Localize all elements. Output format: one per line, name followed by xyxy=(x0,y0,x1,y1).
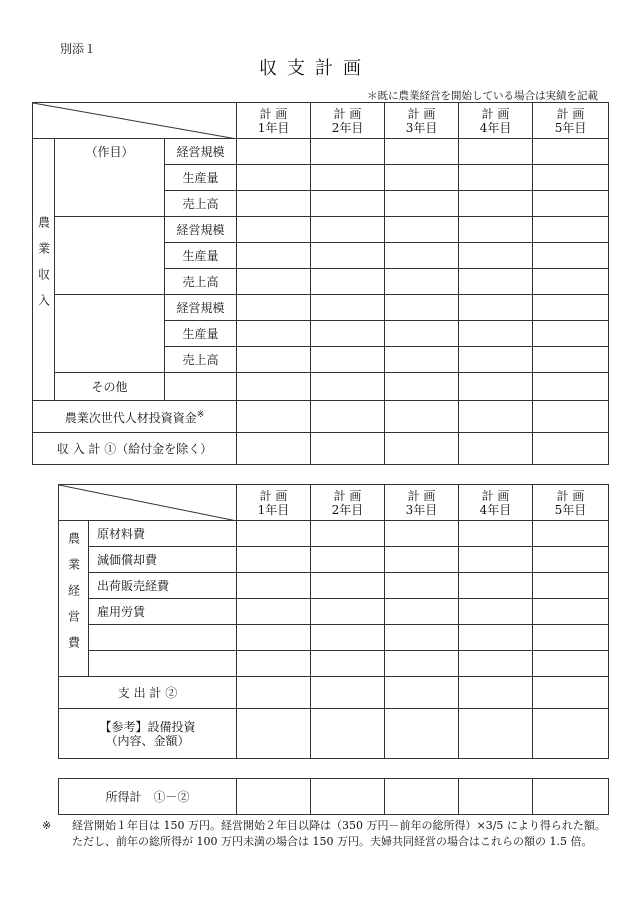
expense-item-blank[interactable] xyxy=(89,651,237,677)
value-cell[interactable] xyxy=(311,191,385,217)
value-cell[interactable] xyxy=(533,165,609,191)
value-cell[interactable] xyxy=(533,269,609,295)
value-cell[interactable] xyxy=(385,295,459,321)
value-cell[interactable] xyxy=(237,217,311,243)
value-cell[interactable] xyxy=(385,401,459,433)
value-cell[interactable] xyxy=(533,599,609,625)
value-cell[interactable] xyxy=(459,433,533,465)
grant-label: 農業次世代人材投資資金※ xyxy=(33,401,237,433)
value-cell[interactable] xyxy=(237,573,311,599)
year-header-4: 計 画 4年目 xyxy=(459,485,533,521)
value-cell[interactable] xyxy=(311,521,385,547)
reference-investment-label: 【参考】設備投資 （内容、金額） xyxy=(59,709,237,759)
value-cell[interactable] xyxy=(311,269,385,295)
value-cell[interactable] xyxy=(533,547,609,573)
row-label-scale: 経営規模 xyxy=(165,217,237,243)
year-header-5: 計 画 5年目 xyxy=(533,485,609,521)
value-cell[interactable] xyxy=(311,295,385,321)
year-header-1: 計 画 1年目 xyxy=(237,103,311,139)
value-cell[interactable] xyxy=(385,217,459,243)
diagonal-corner-cell xyxy=(59,485,237,521)
value-cell[interactable] xyxy=(459,347,533,373)
expense-total-label: 支 出 計 ② xyxy=(59,677,237,709)
crop-cell-3[interactable] xyxy=(55,295,165,373)
expense-item-shipping: 出荷販売経費 xyxy=(89,573,237,599)
diagonal-line xyxy=(59,485,237,521)
value-cell[interactable] xyxy=(533,779,609,815)
value-cell[interactable] xyxy=(533,401,609,433)
year-header-2: 計 画 2年目 xyxy=(311,103,385,139)
value-cell[interactable] xyxy=(533,217,609,243)
value-cell[interactable] xyxy=(311,599,385,625)
value-cell[interactable] xyxy=(533,709,609,759)
value-cell[interactable] xyxy=(237,599,311,625)
diagonal-corner-cell xyxy=(33,103,237,139)
attachment-label: 別添１ xyxy=(60,42,97,56)
value-cell[interactable] xyxy=(311,373,385,401)
value-cell[interactable] xyxy=(311,677,385,709)
income-table xyxy=(32,102,609,465)
crop-cell-2[interactable] xyxy=(55,217,165,295)
value-cell[interactable] xyxy=(533,373,609,401)
value-cell[interactable] xyxy=(533,295,609,321)
value-cell[interactable] xyxy=(237,295,311,321)
value-cell[interactable] xyxy=(237,191,311,217)
value-cell[interactable] xyxy=(311,779,385,815)
value-cell[interactable] xyxy=(385,547,459,573)
value-cell[interactable] xyxy=(311,401,385,433)
value-cell[interactable] xyxy=(459,599,533,625)
other-sub-cell[interactable] xyxy=(165,373,237,401)
value-cell[interactable] xyxy=(385,191,459,217)
page-title: 収支計画 xyxy=(259,58,371,79)
value-cell[interactable] xyxy=(459,373,533,401)
value-cell[interactable] xyxy=(459,191,533,217)
value-cell[interactable] xyxy=(385,677,459,709)
value-cell[interactable] xyxy=(237,625,311,651)
value-cell[interactable] xyxy=(533,433,609,465)
footnote-text: 経営開始１年目は 150 万円。経営開始２年目以降は（350 万円－前年の総所得）×3/5 により得られた額。ただし、前年の総所得が 100 万円未満の場合は 150 万円。夫婦共同経営の場合はこれらの額の 1.5 倍。 xyxy=(72,819,606,848)
value-cell[interactable] xyxy=(311,165,385,191)
year-header-2: 計 画 2年目 xyxy=(311,485,385,521)
row-label-production: 生産量 xyxy=(165,165,237,191)
value-cell[interactable] xyxy=(385,651,459,677)
value-cell[interactable] xyxy=(385,573,459,599)
value-cell[interactable] xyxy=(533,243,609,269)
value-cell[interactable] xyxy=(385,599,459,625)
value-cell[interactable] xyxy=(459,165,533,191)
value-cell[interactable] xyxy=(237,321,311,347)
year-header-3: 計 画 3年目 xyxy=(385,103,459,139)
value-cell[interactable] xyxy=(533,347,609,373)
footnote-mark: ※ xyxy=(42,819,52,832)
year-header-4: 計 画 4年目 xyxy=(459,103,533,139)
row-label-scale: 経営規模 xyxy=(165,139,237,165)
footnote xyxy=(42,818,608,850)
value-cell[interactable] xyxy=(459,625,533,651)
row-label-sales: 売上高 xyxy=(165,269,237,295)
value-cell[interactable] xyxy=(237,521,311,547)
value-cell[interactable] xyxy=(385,139,459,165)
value-cell[interactable] xyxy=(311,243,385,269)
diagonal-line xyxy=(33,103,237,139)
value-cell[interactable] xyxy=(459,677,533,709)
value-cell[interactable] xyxy=(385,373,459,401)
value-cell[interactable] xyxy=(237,651,311,677)
value-cell[interactable] xyxy=(533,677,609,709)
row-label-production: 生産量 xyxy=(165,321,237,347)
value-cell[interactable] xyxy=(311,709,385,759)
expense-item-blank[interactable] xyxy=(89,625,237,651)
value-cell[interactable] xyxy=(533,139,609,165)
value-cell[interactable] xyxy=(385,243,459,269)
value-cell[interactable] xyxy=(459,295,533,321)
value-cell[interactable] xyxy=(385,779,459,815)
value-cell[interactable] xyxy=(385,321,459,347)
crop-cell-1[interactable]: （作目） xyxy=(55,139,165,217)
value-cell[interactable] xyxy=(311,547,385,573)
year-header-5: 計 画 5年目 xyxy=(533,103,609,139)
value-cell[interactable] xyxy=(237,243,311,269)
value-cell[interactable] xyxy=(237,677,311,709)
value-cell[interactable] xyxy=(237,779,311,815)
value-cell[interactable] xyxy=(459,269,533,295)
other-label: その他 xyxy=(55,373,165,401)
value-cell[interactable] xyxy=(459,243,533,269)
net-income-label: 所得計 ①－② xyxy=(59,779,237,815)
expense-item-raw-materials: 原材料費 xyxy=(89,521,237,547)
expense-table xyxy=(58,484,609,759)
value-cell[interactable] xyxy=(533,321,609,347)
value-cell[interactable] xyxy=(459,521,533,547)
value-cell[interactable] xyxy=(385,433,459,465)
value-cell[interactable] xyxy=(385,625,459,651)
year-header-3: 計 画 3年目 xyxy=(385,485,459,521)
value-cell[interactable] xyxy=(237,547,311,573)
value-cell[interactable] xyxy=(385,709,459,759)
value-cell[interactable] xyxy=(385,165,459,191)
row-label-sales: 売上高 xyxy=(165,191,237,217)
value-cell[interactable] xyxy=(459,547,533,573)
income-header-row xyxy=(33,103,609,139)
value-cell[interactable] xyxy=(311,625,385,651)
value-cell[interactable] xyxy=(311,321,385,347)
value-cell[interactable] xyxy=(237,401,311,433)
value-cell[interactable] xyxy=(237,709,311,759)
value-cell[interactable] xyxy=(459,217,533,243)
value-cell[interactable] xyxy=(533,191,609,217)
value-cell[interactable] xyxy=(311,347,385,373)
value-cell[interactable] xyxy=(459,321,533,347)
value-cell[interactable] xyxy=(237,269,311,295)
value-cell[interactable] xyxy=(385,521,459,547)
value-cell[interactable] xyxy=(533,573,609,599)
value-cell[interactable] xyxy=(311,433,385,465)
income-side-label: 農業収入 xyxy=(33,139,55,401)
value-cell[interactable] xyxy=(237,373,311,401)
expense-item-depreciation: 減価償却費 xyxy=(89,547,237,573)
value-cell[interactable] xyxy=(459,573,533,599)
value-cell[interactable] xyxy=(311,651,385,677)
value-cell[interactable] xyxy=(385,269,459,295)
expense-header-row xyxy=(59,485,609,521)
value-cell[interactable] xyxy=(237,433,311,465)
value-cell[interactable] xyxy=(237,165,311,191)
value-cell[interactable] xyxy=(533,521,609,547)
value-cell[interactable] xyxy=(459,139,533,165)
year-header-1: 計 画 1年目 xyxy=(237,485,311,521)
value-cell[interactable] xyxy=(311,573,385,599)
value-cell[interactable] xyxy=(237,347,311,373)
header-note: ＊既に農業経営を開始している場合は実績を記載 xyxy=(367,90,598,102)
value-cell[interactable] xyxy=(459,651,533,677)
value-cell[interactable] xyxy=(311,217,385,243)
value-cell[interactable] xyxy=(237,139,311,165)
value-cell[interactable] xyxy=(533,625,609,651)
expense-side-label: 農業経営費 xyxy=(59,521,89,677)
value-cell[interactable] xyxy=(311,139,385,165)
income-total-label: 収 入 計 ①（給付金を除く） xyxy=(33,433,237,465)
value-cell[interactable] xyxy=(533,651,609,677)
value-cell[interactable] xyxy=(459,779,533,815)
expense-item-labor: 雇用労賃 xyxy=(89,599,237,625)
row-label-sales: 売上高 xyxy=(165,347,237,373)
row-label-production: 生産量 xyxy=(165,243,237,269)
value-cell[interactable] xyxy=(459,709,533,759)
net-income-table xyxy=(58,778,609,815)
row-label-scale: 経営規模 xyxy=(165,295,237,321)
value-cell[interactable] xyxy=(459,401,533,433)
value-cell[interactable] xyxy=(385,347,459,373)
